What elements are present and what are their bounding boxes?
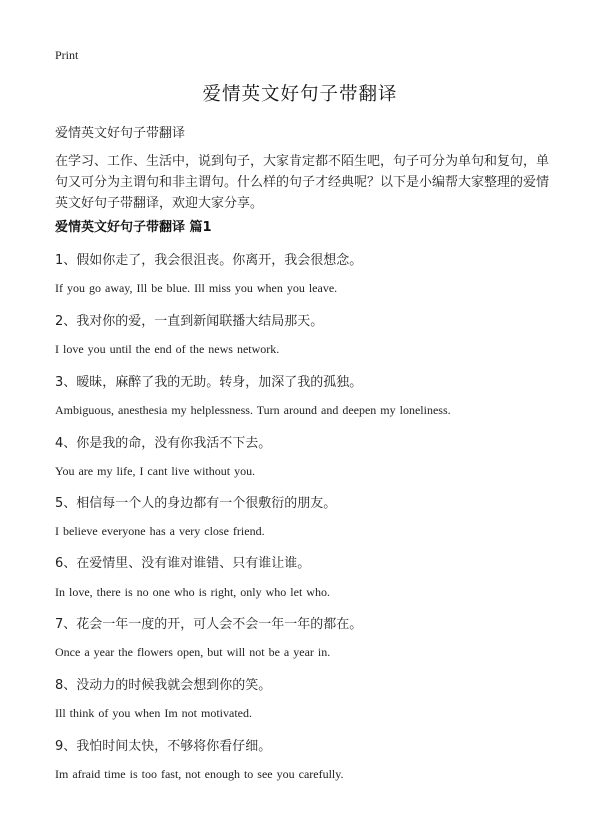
sentence-en-5: I believe everyone has a very close friend. — [55, 524, 265, 538]
sentence-en-9: Im afraid time is too fast, not enough to see you carefully. — [55, 767, 344, 781]
sentence-en-6: In love, there is no one who is right, only who let who. — [55, 585, 330, 599]
sentence-zh-7: 7、花会一年一度的开，可人会不会一年一年的都在。 — [55, 617, 363, 632]
sentence-en-4: You are my life, I cant live without you. — [55, 464, 256, 478]
sentence-en-8: Ill think of you when Im not motivated. — [55, 706, 252, 720]
sentence-zh-2: 2、我对你的爱，一直到新闻联播大结局那天。 — [55, 314, 324, 329]
sentence-en-2: I love you until the end of the news network. — [55, 342, 280, 356]
sentence-zh-4: 4、你是我的命，没有你我活不下去。 — [55, 436, 272, 451]
sentence-zh-8: 8、没动力的时候我就会想到你的笑。 — [55, 678, 272, 693]
sentence-zh-1: 1、假如你走了，我会很沮丧。你离开，我会很想念。 — [55, 253, 363, 268]
intro-paragraph: 在学习、工作、生活中，说到句子，大家肯定都不陌生吧，句子可分为单句和复句，单句又可分为主谓句和非主谓句。什么样的句子才经典呢？以下是小编帮大家整理的爱情英文好句子带翻译，欢迎大家分享。 — [55, 154, 550, 211]
sentence-en-3: Ambiguous, anesthesia my helplessness. Turn around and deepen my loneliness. — [55, 403, 451, 417]
sentence-zh-3: 3、暧昧，麻醉了我的无助。转身，加深了我的孤独。 — [55, 375, 363, 390]
section-heading: 爱情英文好句子带翻译 篇1 — [55, 220, 212, 235]
sentence-zh-5: 5、相信每一个人的身边都有一个很敷衍的朋友。 — [55, 496, 337, 511]
sentence-zh-6: 6、在爱情里、没有谁对谁错、只有谁让谁。 — [55, 556, 311, 571]
sentence-en-7: Once a year the flowers open, but will not be a year in. — [55, 645, 331, 659]
document-subtitle: 爱情英文好句子带翻译 — [55, 126, 186, 141]
page-title: 爱情英文好句子带翻译 — [202, 84, 398, 105]
print-label[interactable]: Print — [55, 48, 79, 62]
sentence-zh-9: 9、我怕时间太快，不够将你看仔细。 — [55, 739, 272, 754]
sentence-en-1: If you go away, Ill be blue. Ill miss you when you leave. — [55, 281, 338, 295]
